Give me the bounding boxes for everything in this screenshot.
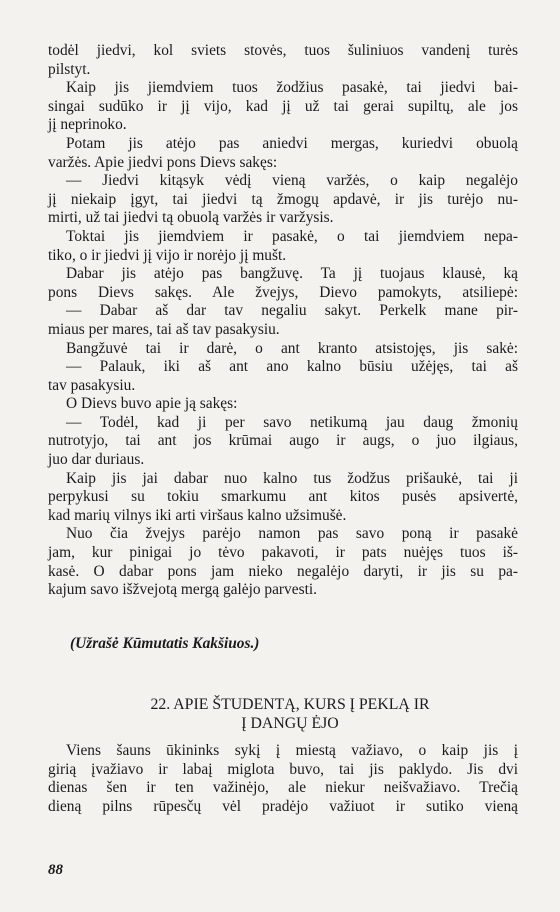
text-line: mirti, už tai jiedvi tą obuolą varžės ir varžysis.: [48, 209, 334, 227]
text-line: tav pasakysiu.: [48, 376, 136, 394]
text-line: girią įvažiavo ir labaį miglota buvo, tai jis paklydo. Jis dvi: [48, 760, 518, 778]
chapter-heading: [80, 695, 500, 733]
text-line: todėl jiedvi, kol sviets stovės, tuos šuliniuos vandenį turės: [48, 42, 518, 59]
text-line: Nuo čia žvejys parėjo namon pas savo poną ir pasakė: [66, 525, 518, 543]
text-line: dieną pilns rūpesčų vėl pradėjo važiuot ir sutiko vieną: [48, 797, 518, 815]
text-line: juo dar duriaus.: [48, 451, 145, 469]
text-line: singai sudūko ir jį vijo, kad jį už tai gerai supiltų, ale jos: [48, 97, 518, 115]
chapter-heading-line-2: Į DANGŲ ĖJO: [241, 715, 339, 732]
text-line: Dabar jis atėjo pas bangžuvę. Ta jį tuojaus klausė, ką: [66, 265, 518, 283]
text-line: pilstyt.: [48, 60, 91, 78]
text-line: tiko, o ir jiedvi jį vijo ir norėjo jį mušt.: [48, 246, 287, 264]
text-line: pons Dievs sakęs. Ale žvejys, Dievo pamokyts, atsiliepė:: [48, 283, 518, 301]
text-line: jam, kur pinigai jo tėvo pakavoti, ir pats nuėjęs tuos iš-: [48, 544, 518, 562]
story-text: [48, 742, 518, 816]
text-line: — Palauk, iki aš ant ano kalno būsiu užėjęs, tai aš: [66, 358, 518, 376]
text-line: miaus per mares, tai aš tav pasakysiu.: [48, 320, 280, 338]
text-line: kad marių vilnys iki arti viršaus kalno užsimušė.: [48, 506, 347, 524]
text-line: kasė. O dabar pons jam nieko negalėjo daryti, ir jis su pa-: [48, 562, 518, 580]
text-line: jį neprinoko.: [48, 116, 127, 134]
text-line: Viens šauns ūkininks sykį į miestą važiavo, o kaip jis į: [66, 742, 518, 759]
chapter-heading-line-1: 22. APIE ŠTUDENTĄ, KURS Į PEKLĄ IR: [150, 696, 430, 713]
text-line: Kaip jis jai dabar nuo kalno tus žodžus prišaukė, tai ji: [66, 469, 518, 487]
text-line: jį niekaip įgyt, tai jiedvi tą žmogų apdavė, ir jis turėjo nu-: [48, 190, 518, 208]
story-credit: (Užrašė Kūmutatis Kakšiuos.): [70, 635, 260, 652]
text-line: Toktai jis jiemdviem ir pasakė, o tai jiemdviem nepa-: [66, 227, 518, 245]
text-line: Kaip jis jiemdviem tuos žodžius pasakė, tai jiedvi bai-: [66, 79, 518, 97]
text-line: Bangžuvė tai ir darė, o ant kranto atsistojęs, jis sakė:: [66, 339, 518, 357]
text-line: perpykusi su tokiu smarkumu ant kitos pusės apsivertė,: [48, 488, 518, 506]
text-line: dienas šen ir ten važinėjo, ale niekur neišvažiavo. Trečią: [48, 779, 518, 797]
text-line: — Todėl, kad ji per savo netikumą jau daug žmonių: [66, 413, 518, 431]
text-line: — Jiedvi kitąsyk vėdį vieną varžės, o kaip negalėjo: [66, 172, 518, 190]
text-line: — Dabar aš dar tav negaliu sakyt. Perkelk mane pir-: [66, 302, 518, 320]
text-line: varžės. Apie jiedvi pons Dievs sakęs:: [48, 153, 278, 171]
text-line: O Dievs buvo apie ją sakęs:: [66, 395, 238, 413]
page-number: 88: [48, 862, 63, 878]
text-line: Potam jis atėjo pas aniedvi mergas, kuriedvi obuolą: [66, 134, 518, 152]
body-text: [48, 42, 518, 600]
text-line: nutrotyjo, tai ant jos krūmai augo ir augs, o juo ilgiaus,: [48, 432, 518, 450]
text-line: kajum savo išžvejotą mergą galėjo parvesti.: [48, 581, 317, 599]
